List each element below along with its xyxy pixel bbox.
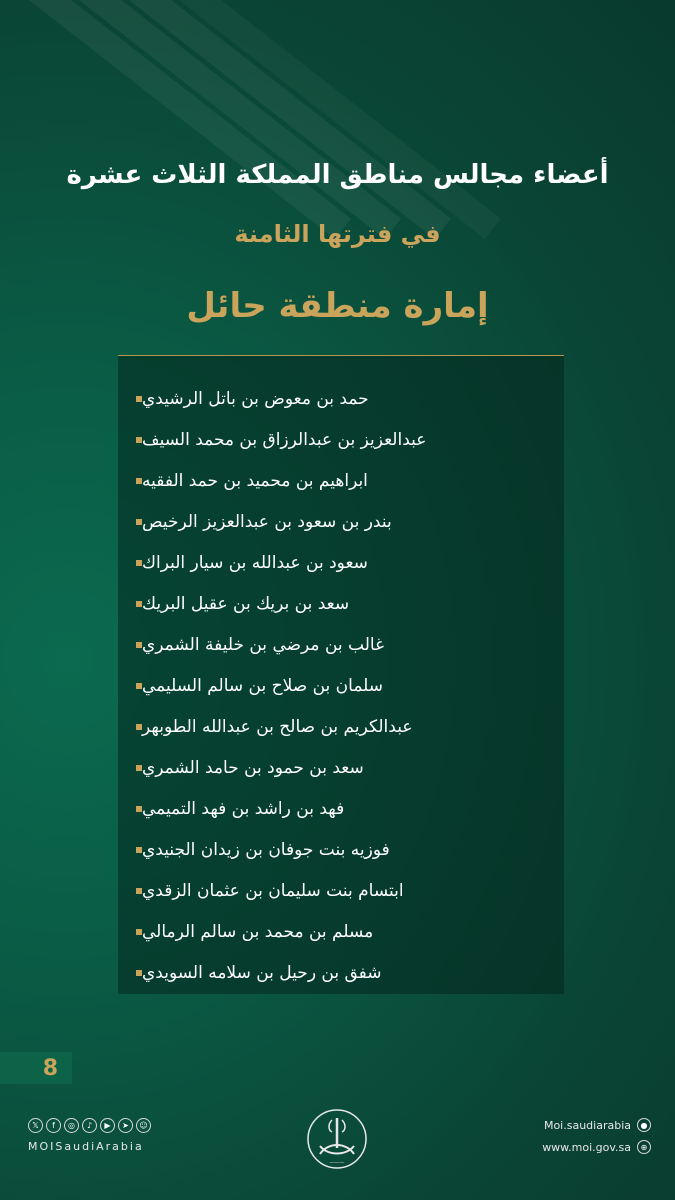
member-name: ابراهيم بن محميد بن حمد الفقيه: [142, 470, 368, 491]
member-item: [118, 542, 564, 583]
member-item: [118, 501, 564, 542]
bullet-icon: [136, 765, 142, 771]
bullet-icon: [136, 601, 142, 607]
member-item: [118, 460, 564, 501]
instagram-icon[interactable]: ◎: [64, 1118, 79, 1133]
bullet-icon: [136, 724, 142, 730]
x-icon[interactable]: 𝕏: [28, 1118, 43, 1133]
member-item: [118, 378, 564, 419]
member-name: مسلم بن محمد بن سالم الرمالي: [142, 921, 374, 942]
members-list: [118, 378, 564, 993]
bullet-icon: [136, 519, 142, 525]
svg-text:———: ———: [329, 1160, 345, 1166]
member-name: حمد بن معوض بن باتل الرشيدي: [142, 388, 369, 409]
member-name: فهد بن راشد بن فهد التميمي: [142, 798, 345, 819]
member-item: [118, 952, 564, 993]
member-item: [118, 419, 564, 460]
bullet-icon: [136, 437, 142, 443]
bullet-icon: [136, 642, 142, 648]
member-name: ابتسام بنت سليمان بن عثمان الزقدي: [142, 880, 404, 901]
member-item: [118, 706, 564, 747]
bullet-icon: [136, 396, 142, 402]
account-icon: ●: [637, 1118, 651, 1132]
member-item: [118, 665, 564, 706]
member-name: بندر بن سعود بن عبدالعزيز الرخيص: [142, 511, 392, 532]
member-name: عبدالكريم بن صالح بن عبدالله الطوبهر: [142, 716, 413, 737]
website-contact[interactable]: [542, 1140, 651, 1154]
bullet-icon: [136, 806, 142, 812]
member-item: [118, 583, 564, 624]
region-title: إمارة منطقة حائل: [186, 286, 489, 326]
bullet-icon: [136, 970, 142, 976]
page-subtitle: في فترتها الثامنة: [234, 220, 441, 248]
member-item: [118, 829, 564, 870]
facebook-icon[interactable]: f: [46, 1118, 61, 1133]
social-handle[interactable]: MOISaudiArabia: [28, 1140, 144, 1153]
telegram-icon[interactable]: ➤: [118, 1118, 133, 1133]
social-icons: [28, 1118, 151, 1133]
member-name: سعود بن عبدالله بن سيار البراك: [142, 552, 368, 573]
snapchat-icon[interactable]: ☺: [136, 1118, 151, 1133]
member-name: غالب بن مرضي بن خليفة الشمري: [142, 634, 384, 655]
bullet-icon: [136, 478, 142, 484]
bullet-icon: [136, 847, 142, 853]
member-name: فوزيه بنت جوفان بن زيدان الجنيدي: [142, 839, 390, 860]
member-item: [118, 911, 564, 952]
bullet-icon: [136, 929, 142, 935]
website-link: www.moi.gov.sa: [542, 1140, 631, 1154]
tiktok-icon[interactable]: ♪: [82, 1118, 97, 1133]
member-name: شفق بن رحيل بن سلامه السويدي: [142, 962, 382, 983]
saudi-emblem-icon: [306, 1108, 368, 1170]
youtube-icon[interactable]: ▶: [100, 1118, 115, 1133]
member-item: [118, 870, 564, 911]
page-title: أعضاء مجالس مناطق المملكة الثلاث عشرة: [66, 160, 609, 190]
globe-icon: ⊕: [637, 1140, 651, 1154]
member-item: [118, 747, 564, 788]
member-item: [118, 788, 564, 829]
page-number: 8: [0, 1052, 72, 1084]
member-item: [118, 624, 564, 665]
instagram-contact[interactable]: [544, 1118, 651, 1132]
members-panel: [118, 355, 564, 994]
bullet-icon: [136, 683, 142, 689]
member-name: سعد بن بريك بن عقيل البريك: [142, 593, 350, 614]
member-name: سلمان بن صلاح بن سالم السليمي: [142, 675, 384, 696]
bullet-icon: [136, 888, 142, 894]
member-name: عبدالعزيز بن عبدالرزاق بن محمد السيف: [142, 429, 427, 450]
bullet-icon: [136, 560, 142, 566]
instagram-account: Moi.saudiarabia: [543, 1118, 631, 1132]
member-name: سعد بن حمود بن حامد الشمري: [142, 757, 364, 778]
